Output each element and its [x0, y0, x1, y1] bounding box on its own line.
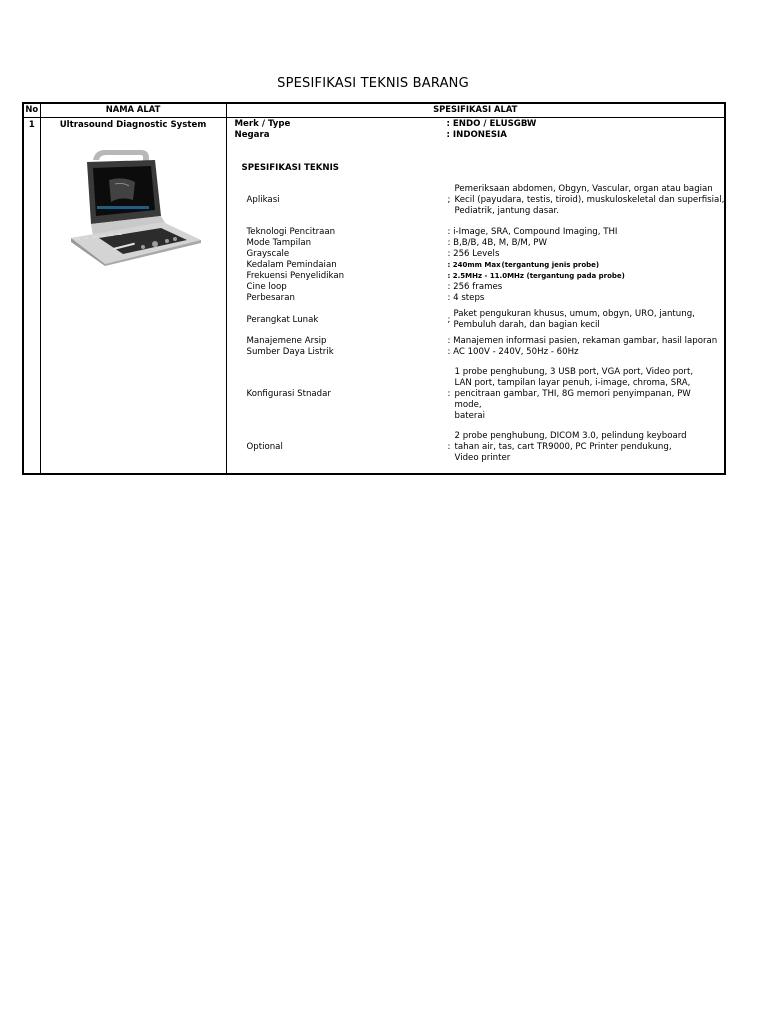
frekuensi-value: : 2.5MHz - 11.0MHz [447, 272, 524, 280]
manajemen-value: : Manajemen informasi pasien, rekaman gambar, hasil laporan [447, 336, 718, 346]
row-no: 1 [23, 118, 40, 475]
ultrasound-device-illustration [63, 148, 203, 266]
konfigurasi-line-3: pencitraan gambar, THI, 8G memori penyimpanan, PW [454, 389, 691, 399]
optional-line-2: tahan air, tas, cart TR9000, PC Printer pendukung, [454, 442, 672, 452]
merk-label: Merk / Type [234, 119, 291, 129]
optional-line-1: 2 probe penghubung, DICOM 3.0, pelindung keyboard [454, 431, 687, 441]
section-title: SPESIFIKASI TEKNIS [241, 163, 339, 173]
negara-value: : INDONESIA [446, 130, 507, 140]
aplikasi-line-2: Kecil (payudara, testis, tiroid), muskuloskeletal dan superfisial, [454, 195, 725, 205]
perangkat-line-2: Pembuluh darah, dan bagian kecil [453, 320, 600, 330]
perangkat-sep: ; [447, 315, 451, 325]
sumber-label: Sumber Daya Listrik [246, 347, 334, 357]
cine-value: : 256 frames [447, 282, 503, 292]
frekuensi-label: Frekuensi Penyelidikan [246, 271, 345, 281]
aplikasi-sep: ; [447, 195, 451, 205]
header-name: NAMA ALAT [40, 103, 226, 118]
teknologi-value: : i-Image, SRA, Compound Imaging, THI [447, 227, 618, 237]
konfigurasi-line-2: LAN port, tampilan layar penuh, i-image, chroma, SRA, [454, 378, 691, 388]
kedalaman-note: (tergantung jenis probe) [501, 261, 600, 269]
sumber-value: : AC 100V - 240V, 50Hz - 60Hz [447, 347, 579, 357]
device-name: Ultrasound Diagnostic System [59, 120, 207, 130]
perbesaran-value: : 4 steps [447, 293, 485, 303]
kedalaman-label: Kedalam Pemindaian [246, 260, 337, 270]
optional-line-3: Video printer [454, 453, 511, 463]
konfigurasi-line-4: mode, [454, 400, 482, 410]
table-row [23, 118, 725, 475]
manajemen-label: Manajemene Arsip [246, 336, 327, 346]
perbesaran-label: Perbesaran [246, 293, 295, 303]
ultrasound-device-image [63, 148, 203, 266]
frekuensi-note: (tergantung pada probe) [526, 272, 625, 280]
spec-table [22, 102, 726, 475]
grayscale-label: Grayscale [246, 249, 290, 259]
row-name-cell [40, 118, 226, 475]
konfigurasi-line-1: 1 probe penghubung, 3 USB port, VGA port, Video port, [454, 367, 694, 377]
header-no: No [23, 103, 40, 118]
page-title: SPESIFIKASI TEKNIS BARANG [277, 76, 469, 91]
perangkat-label: Perangkat Lunak [246, 315, 319, 325]
table-header-row [23, 103, 725, 118]
aplikasi-label: Aplikasi [246, 195, 280, 205]
mode-value: : B,B/B, 4B, M, B/M, PW [447, 238, 547, 248]
kedalaman-value: : 240mm Max [447, 261, 501, 269]
row-spec-cell [226, 118, 725, 475]
aplikasi-line-1: Pemeriksaan abdomen, Obgyn, Vascular, organ atau bagian [454, 184, 713, 194]
grayscale-value: : 256 Levels [447, 249, 500, 259]
header-spec: SPESIFIKASI ALAT [226, 103, 725, 118]
merk-value: : ENDO / ELUSGBW [446, 119, 537, 129]
konfigurasi-sep: : [447, 389, 451, 399]
optional-sep: : [447, 442, 451, 452]
perangkat-line-1: Paket pengukuran khusus, umum, obgyn, URO, jantung, [453, 309, 695, 319]
mode-label: Mode Tampilan [246, 238, 312, 248]
teknologi-label: Teknologi Pencitraan [246, 227, 336, 237]
aplikasi-line-3: Pediatrik, jantung dasar. [454, 206, 559, 216]
optional-label: Optional [246, 442, 283, 452]
cine-label: Cine loop [246, 282, 287, 292]
konfigurasi-line-5: baterai [454, 411, 486, 421]
konfigurasi-label: Konfigurasi Stnadar [246, 389, 331, 399]
negara-label: Negara [234, 130, 270, 140]
